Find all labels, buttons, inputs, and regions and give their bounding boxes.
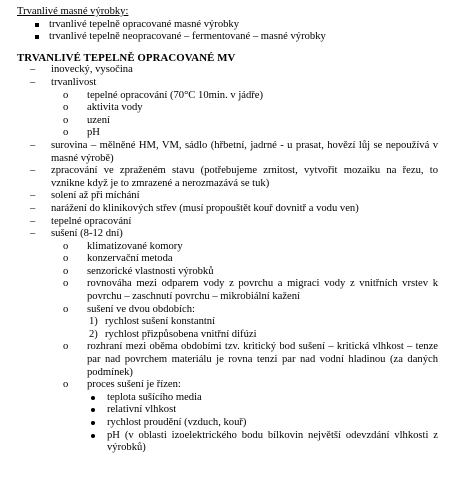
dash-marker: – xyxy=(30,139,36,151)
list-item: pH (v oblasti izoelektrického bodu bílkovin největší odevzdání vlhkosti z výrobků) xyxy=(17,430,448,455)
round-bullet-icon xyxy=(91,430,95,443)
circle-marker: o xyxy=(63,127,69,139)
circle-marker: o xyxy=(63,265,69,277)
list-item: – narážení do klinikových střev (musí propouštět kouř dovnitř a vodu ven) xyxy=(30,202,359,214)
circle-marker: o xyxy=(63,102,69,114)
list-item: – trvanlivost xyxy=(30,76,97,88)
dash-marker: – xyxy=(30,202,36,214)
section-title: TRVANLIVÉ TEPELNĚ OPRACOVANÉ MV xyxy=(17,51,236,64)
list-item: o uzení xyxy=(63,114,110,126)
dash-marker: – xyxy=(30,165,36,177)
round-bullet-icon xyxy=(91,417,95,430)
list-item: – sušení (8-12 dní) xyxy=(30,228,123,240)
list-item: relativní vlhkost xyxy=(17,404,448,417)
list-item: trvanlivé tepelně neopracované – fermentované – masné výrobky xyxy=(17,31,448,44)
list-item: o proces sušení je řízen: xyxy=(63,379,181,391)
number-marker: 1) xyxy=(89,316,98,328)
dash-marker: – xyxy=(30,190,36,202)
list-item: – tepelné opracování xyxy=(30,215,132,227)
circle-marker: o xyxy=(63,89,69,101)
list-item: teplota sušícího media xyxy=(17,392,448,405)
list-item: 2) rychlost přizpůsobena vnitřní difúzi xyxy=(89,328,257,340)
circle-marker: o xyxy=(63,303,69,315)
list-item: 1) rychlost sušení konstantní xyxy=(89,316,216,328)
square-bullet-icon xyxy=(35,31,39,44)
circle-marker: o xyxy=(63,240,69,252)
list-item: o tepelné opracování (70°C 10min. v jádře) xyxy=(63,89,264,101)
circle-marker: o xyxy=(63,341,69,353)
list-item: o aktivita vody xyxy=(63,102,143,114)
round-bullet-icon xyxy=(91,392,95,405)
circle-marker: o xyxy=(63,379,69,391)
list-item: o konzervační metoda xyxy=(63,253,173,265)
dash-marker: – xyxy=(30,215,36,227)
list-item: o klimatizované komory xyxy=(63,240,183,252)
round-bullet-icon xyxy=(91,404,95,417)
square-bullet-icon xyxy=(35,19,39,32)
list-item: trvanlivé tepelně opracované masné výrobky xyxy=(17,19,448,32)
list-item: o pH xyxy=(63,127,100,139)
circle-marker: o xyxy=(63,114,69,126)
list-item: o senzorické vlastnosti výrobků xyxy=(63,265,214,277)
number-marker: 2) xyxy=(89,328,98,340)
list-item: – surovina – mělněné HM, VM, sádlo (hřbetní, jadrné - u prasat, hovězí lůj se nepoužívá v masné výrobě) xyxy=(30,139,438,164)
circle-marker: o xyxy=(63,278,69,290)
section-heading: Trvanlivé masné výrobky: xyxy=(17,6,129,17)
dash-marker: – xyxy=(30,76,36,88)
dash-marker: – xyxy=(30,228,36,240)
list-item: – inovecký, vysočina xyxy=(30,64,133,76)
circle-marker: o xyxy=(63,253,69,265)
list-item: rychlost proudění (vzduch, kouř) xyxy=(17,417,448,430)
list-item: – solení až při míchání xyxy=(30,190,140,202)
dash-marker: – xyxy=(30,64,36,76)
list-item: o rovnováha mezi odparem vody z povrchu a migraci vody z vnitřních vrstev k povrchu – zaschnutí povrchu – mikrobiální kažení xyxy=(63,278,438,303)
list-item: – zpracování ve zpraženém stavu (potřebujeme zrnitost, vytvořit mozaiku na řezu, to vznikne když je to zmrazené a nerozmazává se tuk) xyxy=(30,165,438,189)
list-item: o sušení ve dvou obdobích: xyxy=(63,303,195,315)
list-item: o rozhraní mezi oběma obdobími tzv. kritický bod sušení – kritická vlhkost – tenze par nad povrchem materiálu je rovna tenzi par nad vodní hladinou (za daných podmínek) xyxy=(63,341,438,378)
